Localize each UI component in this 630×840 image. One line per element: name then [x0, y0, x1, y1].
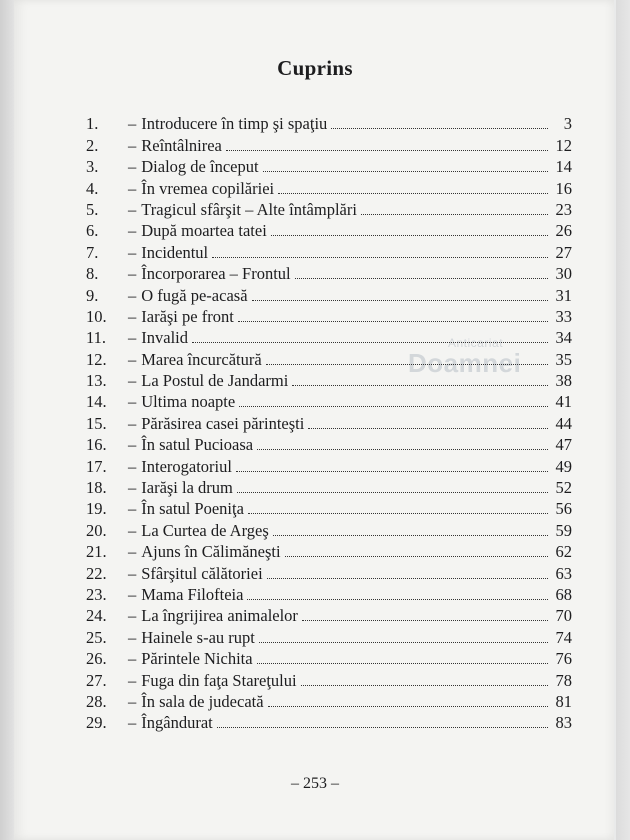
toc-entry-number: 29. [86, 713, 107, 733]
toc-entry-dash: – [128, 221, 137, 241]
toc-entry-title: Părăsirea casei părinteşti [141, 413, 305, 433]
toc-entry [86, 583, 572, 604]
toc-entry-title: Introducere în timp şi spaţiu [141, 114, 328, 134]
toc-dot-leader [285, 554, 548, 557]
toc-dot-leader [278, 191, 548, 194]
toc-dot-leader [292, 383, 548, 386]
toc-entry-page: 62 [555, 542, 572, 562]
toc-entry-title: Iarăşi pe front [141, 306, 234, 326]
toc-entry-title: Hainele s-au rupt [141, 627, 255, 647]
toc-entry-dash: – [128, 520, 137, 540]
toc-entry-number: 25. [86, 627, 107, 647]
toc-entry-number: 11. [86, 328, 107, 348]
book-gutter-shadow [0, 0, 14, 840]
toc-entry-title: La Postul de Jandarmi [141, 371, 289, 391]
toc-entry-title: Ultima noapte [141, 392, 236, 412]
toc-entry-title: Fuga din faţa Stareţului [141, 670, 297, 690]
toc-dot-leader [295, 276, 548, 279]
toc-entry-title: Dialog de început [141, 157, 259, 177]
toc-entry-dash: – [128, 713, 137, 733]
toc-dot-leader [302, 618, 548, 621]
toc-entry-page: 34 [555, 328, 572, 348]
toc-entry-number: 20. [86, 520, 107, 540]
toc-entry-dash: – [128, 392, 137, 412]
toc-entry-number: 27. [86, 670, 107, 690]
toc-entry-dash: – [128, 435, 137, 455]
toc-entry-dash: – [128, 649, 137, 669]
toc-entry-page: 38 [555, 371, 572, 391]
toc-entry [86, 711, 572, 732]
toc-entry-page: 52 [555, 478, 572, 498]
toc-entry-title: Iarăşi la drum [141, 478, 233, 498]
toc-dot-leader [331, 126, 548, 129]
toc-entry-number: 9. [86, 285, 99, 305]
toc-entry [86, 518, 572, 539]
toc-entry-title: Marea încurcătură [141, 349, 262, 369]
toc-entry-title: În satul Poeniţa [141, 499, 244, 519]
toc-entry-page: 68 [555, 584, 572, 604]
toc-entry-dash: – [128, 584, 137, 604]
toc-entry-dash: – [128, 178, 137, 198]
toc-dot-leader [268, 704, 548, 707]
toc-entry-number: 22. [86, 563, 107, 583]
toc-entry-dash: – [128, 563, 137, 583]
toc-dot-leader [308, 426, 548, 429]
toc-entry-number: 2. [86, 135, 99, 155]
toc-entry-title: Încorporarea – Frontul [141, 264, 291, 284]
toc-entry-number: 10. [86, 306, 107, 326]
toc-entry-dash: – [128, 606, 137, 626]
toc-entry-number: 19. [86, 499, 107, 519]
toc-entry-dash: – [128, 114, 137, 134]
toc-entry [86, 476, 572, 497]
page-title: Cuprins [277, 56, 353, 80]
toc-dot-leader [257, 661, 548, 664]
toc-entry [86, 347, 572, 368]
toc-entry-title: Îngândurat [141, 713, 213, 733]
toc-entry [86, 133, 572, 154]
toc-dot-leader [271, 233, 548, 236]
toc-entry-dash: – [128, 199, 137, 219]
toc-entry-dash: – [128, 478, 137, 498]
toc-entry-page: 44 [555, 413, 572, 433]
toc-entry [86, 497, 572, 518]
toc-entry-title: În satul Pucioasa [141, 435, 254, 455]
toc-entry-dash: – [128, 670, 137, 690]
toc-dot-leader [273, 533, 548, 536]
toc-entry-dash: – [128, 157, 137, 177]
toc-entry-page: 41 [555, 392, 572, 412]
watermark-small-text: Anticariat [448, 336, 504, 350]
toc-entry-number: 7. [86, 242, 99, 262]
toc-entry-page: 27 [555, 242, 572, 262]
toc-entry [86, 625, 572, 646]
toc-entry-title: Sfârşitul călătoriei [141, 563, 263, 583]
toc-entry [86, 604, 572, 625]
toc-entry-dash: – [128, 306, 137, 326]
toc-entry-dash: – [128, 135, 137, 155]
toc-entry-dash: – [128, 349, 137, 369]
toc-entry-page: 14 [555, 157, 572, 177]
toc-entry [86, 411, 572, 432]
toc-entry-dash: – [128, 542, 137, 562]
toc-dot-leader [266, 362, 548, 365]
toc-entry-number: 15. [86, 413, 107, 433]
toc-dot-leader [226, 148, 548, 151]
toc-entry-number: 23. [86, 584, 107, 604]
toc-entry-title: În sala de judecată [141, 691, 264, 711]
toc-entry-number: 28. [86, 691, 107, 711]
toc-dot-leader [257, 447, 548, 450]
toc-dot-leader [361, 212, 548, 215]
toc-entry [86, 540, 572, 561]
toc-entry-title: La îngrijirea animalelor [141, 606, 298, 626]
toc-entry-page: 30 [555, 264, 572, 284]
toc-entry-number: 13. [86, 371, 107, 391]
toc-entry [86, 690, 572, 711]
toc-entry [86, 219, 572, 240]
toc-entry-number: 21. [86, 542, 107, 562]
toc-entry [86, 176, 572, 197]
toc-dot-leader [239, 404, 548, 407]
toc-dot-leader [252, 298, 548, 301]
toc-entry-dash: – [128, 627, 137, 647]
toc-dot-leader [237, 490, 548, 493]
toc-entry-title: La Curtea de Argeş [141, 520, 269, 540]
toc-entry-number: 18. [86, 478, 107, 498]
toc-entry-page: 12 [555, 135, 572, 155]
toc-entry-page: 16 [555, 178, 572, 198]
toc-entry-title: Tragicul sfârşit – Alte întâmplări [141, 199, 357, 219]
toc-entry [86, 326, 572, 347]
toc-entry-page: 49 [555, 456, 572, 476]
toc-entry [86, 561, 572, 582]
toc-dot-leader [192, 340, 548, 343]
toc-entry-dash: – [128, 499, 137, 519]
toc-entry-number: 6. [86, 221, 99, 241]
toc-entry-page: 56 [555, 499, 572, 519]
toc-entry-title: Părintele Nichita [141, 649, 253, 669]
toc-entry [86, 305, 572, 326]
toc-entry-title: Invalid [141, 328, 188, 348]
toc-entry-page: 23 [555, 199, 572, 219]
toc-entry-title: Interogatoriul [141, 456, 232, 476]
toc-entry [86, 433, 572, 454]
toc-dot-leader [263, 169, 548, 172]
toc-entry-dash: – [128, 285, 137, 305]
toc-entry-dash: – [128, 371, 137, 391]
toc-dot-leader [238, 319, 548, 322]
toc-entry-page: 31 [555, 285, 572, 305]
toc-entry [86, 240, 572, 261]
toc-entry-number: 8. [86, 264, 99, 284]
toc-entry-page: 59 [555, 520, 572, 540]
toc-entry-title: Reîntâlnirea [141, 135, 222, 155]
table-of-contents [86, 112, 572, 732]
toc-entry-number: 24. [86, 606, 107, 626]
toc-entry [86, 668, 572, 689]
toc-entry-dash: – [128, 242, 137, 262]
toc-entry-title: Incidentul [141, 242, 209, 262]
toc-entry-number: 26. [86, 649, 107, 669]
toc-entry [86, 390, 572, 411]
toc-entry-number: 1. [86, 114, 99, 134]
toc-entry [86, 647, 572, 668]
toc-dot-leader [301, 683, 548, 686]
toc-entry-title: Mama Filofteia [141, 584, 244, 604]
toc-entry-page: 3 [563, 114, 572, 134]
toc-dot-leader [217, 725, 548, 728]
page-edge-shadow [616, 0, 630, 840]
toc-entry-dash: – [128, 691, 137, 711]
toc-dot-leader [247, 597, 548, 600]
toc-entry-page: 81 [555, 691, 572, 711]
toc-entry-page: 33 [555, 306, 572, 326]
toc-entry-title: Ajuns în Călimăneşti [141, 542, 281, 562]
toc-entry-page: 70 [555, 606, 572, 626]
toc-entry-number: 4. [86, 178, 99, 198]
toc-entry-dash: – [128, 413, 137, 433]
toc-entry-dash: – [128, 456, 137, 476]
toc-entry-number: 3. [86, 157, 99, 177]
toc-entry-title: În vremea copilăriei [141, 178, 275, 198]
toc-entry [86, 155, 572, 176]
toc-entry-number: 17. [86, 456, 107, 476]
toc-entry [86, 112, 572, 133]
toc-entry-page: 35 [555, 349, 572, 369]
toc-entry-number: 5. [86, 199, 99, 219]
toc-entry-dash: – [128, 328, 137, 348]
toc-entry-page: 74 [555, 627, 572, 647]
toc-entry-page: 83 [555, 713, 572, 733]
watermark-big-text: Doamnei [408, 348, 522, 378]
toc-entry-page: 47 [555, 435, 572, 455]
toc-entry-dash: – [128, 264, 137, 284]
toc-dot-leader [236, 469, 548, 472]
toc-entry-page: 78 [555, 670, 572, 690]
toc-entry-page: 26 [555, 221, 572, 241]
toc-entry-page: 76 [555, 649, 572, 669]
toc-entry-title: O fugă pe-acasă [141, 285, 248, 305]
toc-entry [86, 454, 572, 475]
toc-dot-leader [259, 640, 548, 643]
toc-dot-leader [248, 511, 548, 514]
toc-dot-leader [267, 576, 548, 579]
toc-entry [86, 369, 572, 390]
toc-entry-number: 14. [86, 392, 107, 412]
toc-entry [86, 198, 572, 219]
toc-entry [86, 283, 572, 304]
toc-entry-page: 63 [555, 563, 572, 583]
toc-entry-number: 12. [86, 349, 107, 369]
page-number-footer: – 253 – [291, 775, 339, 792]
toc-dot-leader [212, 255, 548, 258]
toc-entry-number: 16. [86, 435, 107, 455]
toc-entry [86, 262, 572, 283]
toc-entry-title: După moartea tatei [141, 221, 267, 241]
